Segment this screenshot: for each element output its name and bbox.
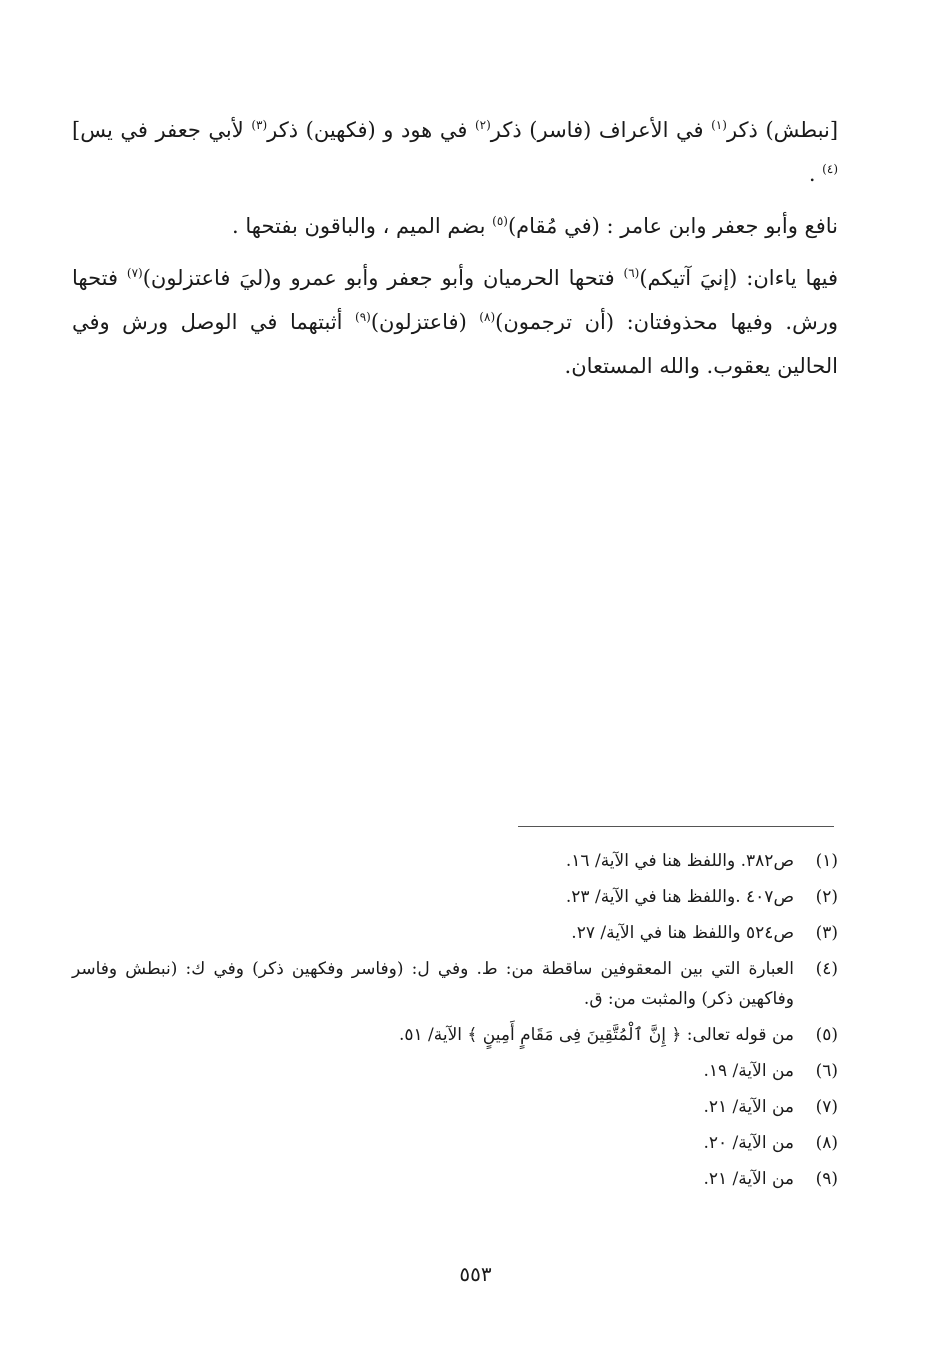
text: في هود و (فكهين) ذكر [267,118,475,142]
footnote-text: ص٣٨٢. واللفظ هنا في الآية/ ١٦. [565,851,794,871]
footnote-item [72,1020,838,1050]
footnote-item [72,1128,838,1158]
footnote-number: (٨) [815,1133,838,1153]
footnotes [72,846,838,1200]
footnote-ref-9: (٩) [355,310,371,324]
footnote-text: من الآية/ ٢٠. [703,1133,794,1153]
footnote-number: (٢) [815,887,838,907]
paragraph-1 [72,108,838,196]
footnote-number: (٩) [815,1169,838,1189]
text: أثبتهما في الوصل ورش وفي الحالين يعقوب. والله المستعان. [72,310,838,378]
footnote-ref-7: (٧) [126,266,143,280]
paragraph-2 [72,204,838,248]
page-number: ٥٥٣ [459,1262,492,1286]
text: لأبي جعفر في يس] [72,118,252,142]
text: في الأعراف (فاسر) ذكر [490,118,712,142]
footnote-number: (١) [815,851,838,871]
footnote-text: ص٤٠٧ .واللفظ هنا في الآية/ ٢٣. [565,887,794,907]
text: فتحها ورش. وفيها محذوفتان: (أن ترجمون) [72,266,838,334]
footnote-separator [518,826,834,827]
footnote-text: ص٥٢٤ واللفظ هنا في الآية/ ٢٧. [571,923,794,943]
footnote-item [72,1164,838,1194]
footnote-number: (٧) [815,1097,838,1117]
text: فتحها الحرميان وأبو جعفر وأبو عمرو و(ليَ فاعتزلون) [142,266,624,290]
footnote-ref-3: (٣) [251,118,268,132]
text: . [808,162,823,186]
footnote-text: من قوله تعالى: ﴿ إِنَّ ٱلْمُتَّقِينَ فِى مَقَامٍ أَمِينٍ ﴾ الآية/ ٥١. [398,1025,794,1045]
footnote-item [72,846,838,876]
text: (فاعتزلون) [370,310,480,334]
footnote-item [72,1056,838,1086]
footnote-text: العبارة التي بين المعقوفين ساقطة من: ط. وفي ل: (وفاسر وفكهين ذكر) وفي ك: (نبطش وفاسر وفاكهين ذكر) والمثبت من: ق. [72,959,794,1009]
main-text [72,108,838,396]
footnote-item [72,882,838,912]
footnote-item [72,1092,838,1122]
text: بضم الميم ، والباقون بفتحها . [232,214,493,238]
footnote-text: من الآية/ ٢١. [703,1169,794,1189]
footnote-text: من الآية/ ٢١. [703,1097,794,1117]
footnote-ref-4: (٤) [822,162,838,176]
footnote-ref-2: (٢) [474,118,491,132]
footnote-item [72,954,838,1014]
footnote-ref-8: (٨) [479,310,496,324]
text: نافع وأبو جعفر وابن عامر : (في مُقام) [507,214,838,238]
footnote-ref-5: (٥) [492,214,508,228]
footnote-number: (٥) [815,1025,838,1045]
footnote-number: (٣) [815,923,838,943]
footnote-number: (٤) [815,959,838,979]
text: [نبطش) ذكر [726,118,839,142]
footnote-ref-1: (١) [711,118,727,132]
footnote-text: من الآية/ ١٩. [703,1061,794,1081]
footnote-number: (٦) [815,1061,838,1081]
footnote-item [72,918,838,948]
paragraph-3 [72,256,838,388]
footnote-ref-6: (٦) [623,266,640,280]
text: فيها ياءان: (إنيَ آتيكم) [639,266,839,290]
